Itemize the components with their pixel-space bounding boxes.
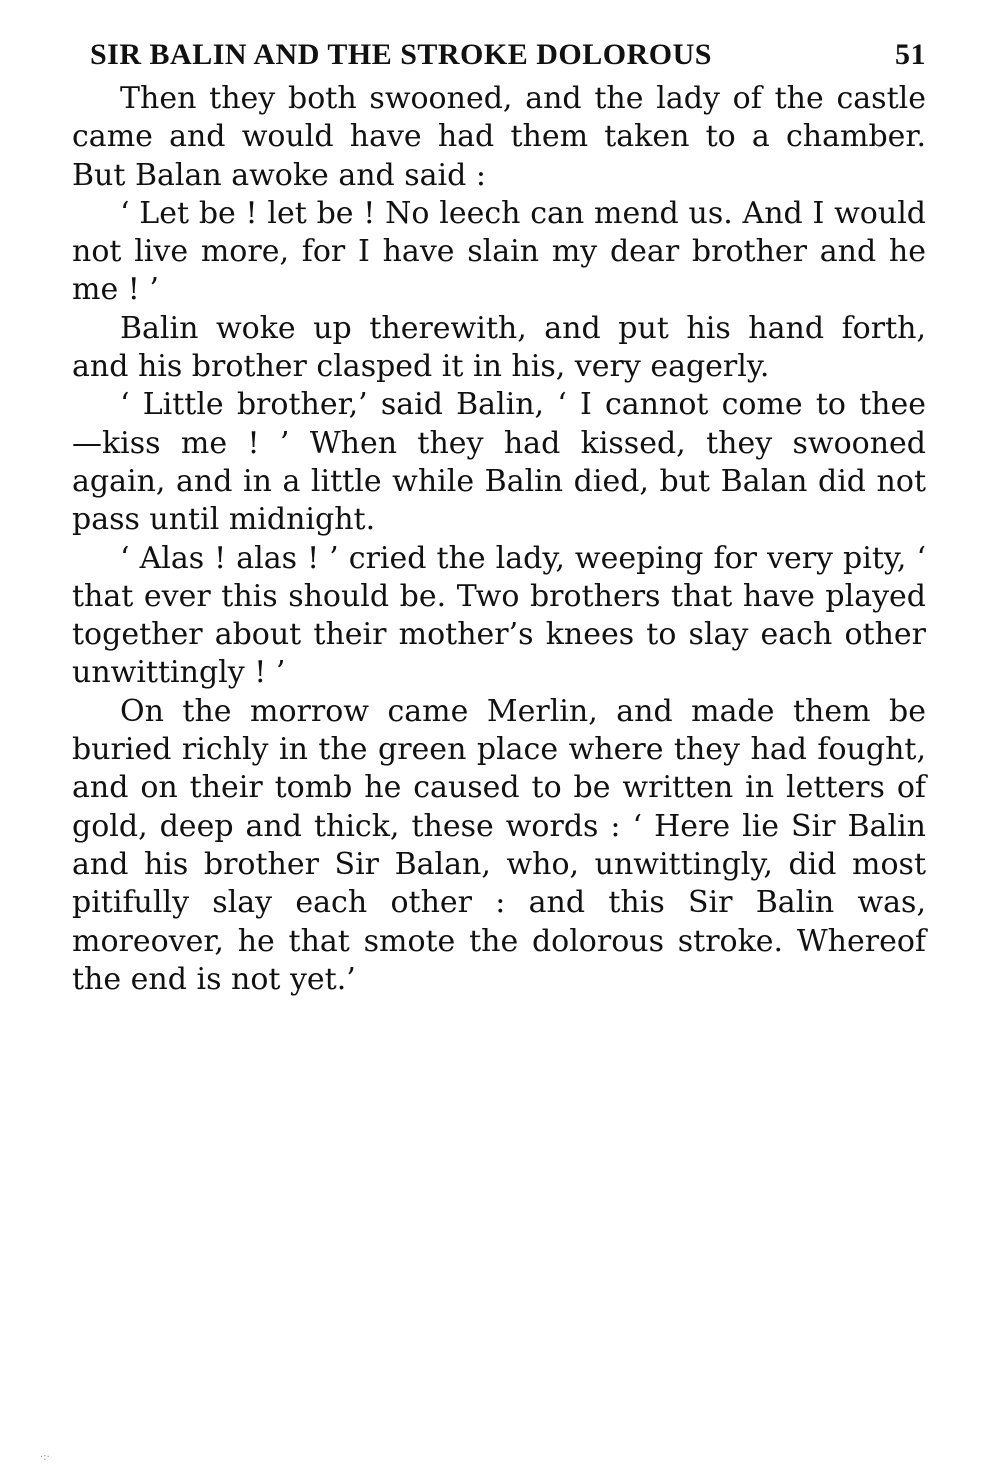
paragraph: On the morrow came Merlin, and made them be buried richly in the green place where they had fought, and on their tomb he caused to be written in letters of gold, deep and thick, these words : ‘ Here lie Sir Balin and his brother Sir Balan, who, unwittingly, did most pitifully slay each other : and this Sir Balin was, moreover, he that smote the dolorous stroke. Whereof the end is not yet.’	[72, 693, 926, 997]
page-number: 51	[895, 38, 926, 71]
page-content	[72, 38, 926, 999]
body-text	[72, 80, 926, 999]
scan-speck-mark: ·:·	[40, 1452, 50, 1463]
paragraph: ‘ Let be ! let be ! No leech can mend us. And I would not live more, for I have slain my dear brother and he me ! ’	[72, 195, 926, 308]
paragraph: ‘ Alas ! alas ! ’ cried the lady, weeping for very pity, ‘ that ever this should be. Two brothers that have played together about their mother’s knees to slay each other unwittingly ! ’	[72, 540, 926, 691]
paragraph: ‘ Little brother,’ said Balin, ‘ I cannot come to thee —kiss me ! ’ When they had kissed, they swooned again, and in a little while Balin died, but Balan did not pass until midnight.	[72, 387, 926, 538]
paragraph: Balin woke up therewith, and put his hand forth, and his brother clasped it in his, very eagerly.	[72, 310, 926, 385]
running-header	[90, 38, 926, 72]
paragraph: Then they both swooned, and the lady of the castle came and would have had them taken to a chamber. But Balan awoke and said :	[72, 81, 926, 193]
running-title: SIR BALIN AND THE STROKE DOLOROUS	[90, 38, 712, 71]
